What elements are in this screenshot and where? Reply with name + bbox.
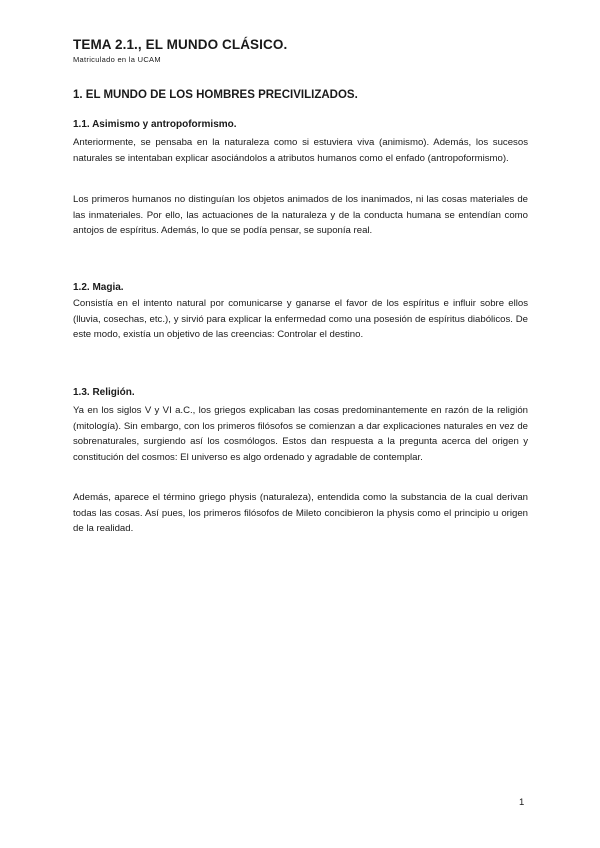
subsection-heading-1-2: 1.2. Magia. (73, 282, 124, 293)
paragraph-1-2-a: Consistía en el intento natural por comunicarse y ganarse el favor de los espíritus e influir sobre ellos (lluvia, cosechas, etc.), y sirvió para explicar la enfermedad como una posesión de espíritus diabólicos. De este modo, existía un objetivo de las creencias: Controlar el destino. (73, 298, 528, 341)
subsection-heading-1-1: 1.1. Asimismo y antropoformismo. (73, 119, 237, 130)
subsection-heading-1-3: 1.3. Religión. (73, 387, 135, 398)
paragraph-1-3-b: Además, aparece el término griego physis (naturaleza), entendida como la substancia de la cual derivan todas las cosas. Así pues, los primeros filósofos de Mileto concibieron la physis como el principio u origen de la realidad. (73, 492, 528, 535)
document-title: TEMA 2.1., EL MUNDO CLÁSICO. (73, 37, 288, 52)
paragraph-1-1-a: Anteriormente, se pensaba en la naturaleza como si estuviera viva (animismo). Además, los sucesos naturales se intentaban explicar asociándolos a atributos humanos como el enfado (antropoformismo). (73, 137, 528, 164)
paragraph-1-3-a: Ya en los siglos V y VI a.C., los griegos explicaban las cosas predominantemente en razón de la religión (mitología). Sin embargo, con los primeros filósofos se comienzan a dar explicaciones naturales en vez de sobrenaturales, surgiendo así los cosmólogos. Estos dan respuesta a la pregunta acerca del origen y constitución del cosmos: El universo es algo ordenado y agradable de contemplar. (73, 405, 528, 463)
page-number: 1 (519, 797, 525, 808)
paragraph-1-1-b: Los primeros humanos no distinguían los objetos animados de los inanimados, ni las cosas materiales de las inmateriales. Por ello, las actuaciones de la naturaleza y de la conducta humana se entendían como antojos de espíritus. Además, lo que se podía pensar, se suponía real. (73, 194, 528, 237)
section-heading: 1. EL MUNDO DE LOS HOMBRES PRECIVILIZADOS. (73, 89, 358, 101)
document-subtitle: Matriculado en la UCAM (73, 55, 161, 64)
